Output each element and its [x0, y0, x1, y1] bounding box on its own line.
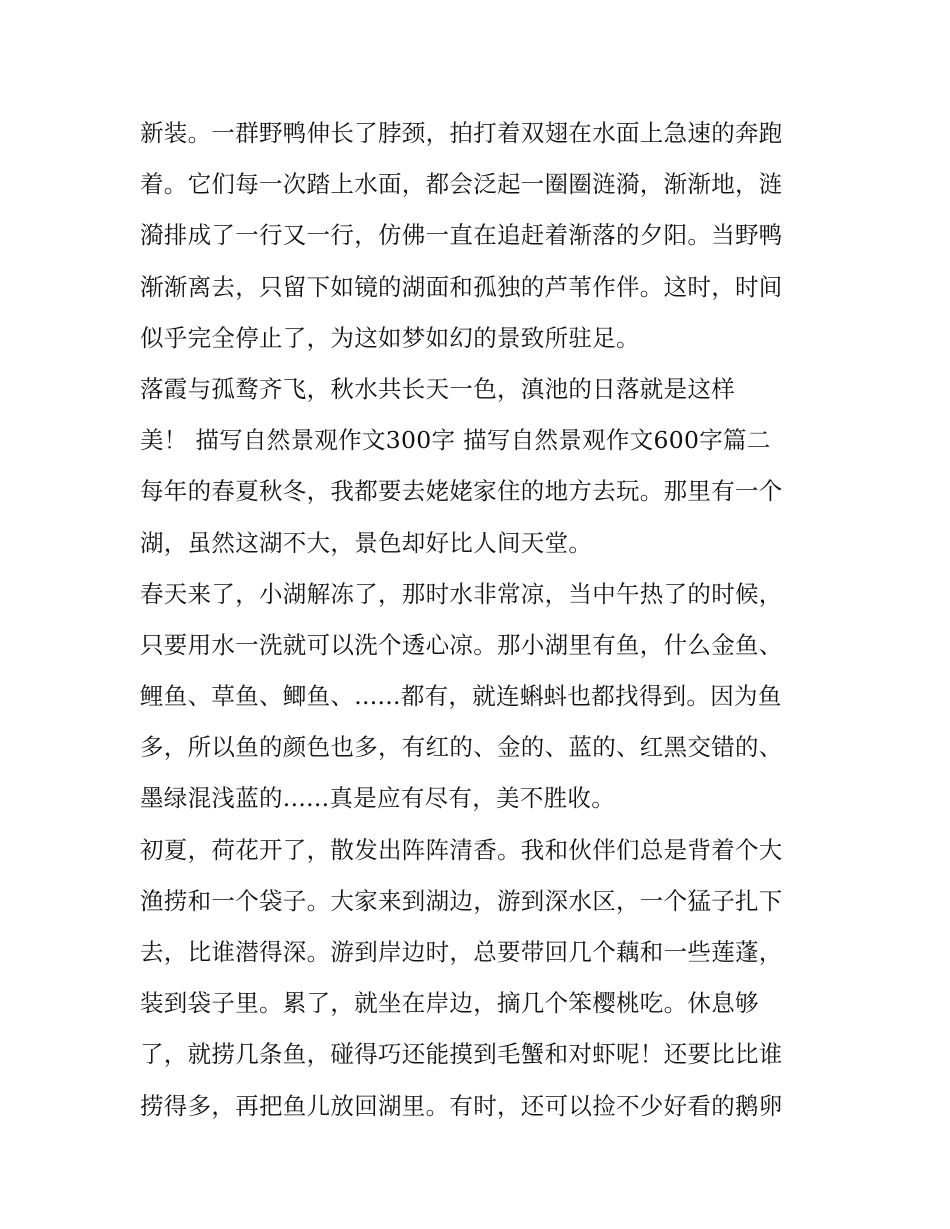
text-line: 去，比谁潜得深。游到岸边时，总要带回几个藕和一些莲蓬，: [140, 938, 783, 966]
text-line: 新装。一群野鸭伸长了脖颈，拍打着双翅在水面上急速的奔跑: [140, 119, 783, 147]
text-line: 渐渐离去，只留下如镜的湖面和孤独的芦苇作伴。这时，时间: [140, 272, 783, 301]
text-line: 鲤鱼、草鱼、鲫鱼、......都有，就连蝌蚪也都找得到。因为鱼: [140, 682, 782, 711]
text-line: 初夏，荷花开了，散发出阵阵清香。我和伙伴们总是背着个大: [140, 835, 783, 864]
text-line: 渔捞和一个袋子。大家来到湖边，游到深水区，一个猛子扎下: [140, 886, 783, 915]
text-line: 落霞与孤鹜齐飞，秋水共长天一色，滇池的日落就是这样: [140, 374, 735, 403]
text-line: 美！ 描写自然景观作文300字 描写自然景观作文600字篇二: [140, 426, 771, 455]
text-line: 每年的春夏秋冬，我都要去姥姥家住的地方去玩。那里有一个: [140, 477, 783, 506]
text-line: 多，所以鱼的颜色也多，有红的、金的、蓝的、红黑交错的、: [140, 733, 783, 762]
text-line: 湖，虽然这湖不大，景色却好比人间天堂。: [140, 528, 593, 557]
text-line: 春天来了，小湖解冻了，那时水非常凉，当中午热了的时候，: [140, 579, 783, 608]
text-line: 只要用水一洗就可以洗个透心凉。那小湖里有鱼，什么金鱼、: [140, 630, 783, 659]
text-line: 捞得多，再把鱼儿放回湖里。有时，还可以捡不少好看的鹅卵: [140, 1091, 783, 1120]
text-line: 着。它们每一次踏上水面，都会泛起一圈圈涟漪，渐渐地，涟: [140, 170, 783, 199]
text-line: 了，就捞几条鱼，碰得巧还能摸到毛蟹和对虾呢！还要比比谁: [140, 1040, 783, 1069]
text-line: 似乎完全停止了，为这如梦如幻的景致所驻足。: [140, 323, 640, 352]
text-line: 装到袋子里。累了，就坐在岸边，摘几个笨樱桃吃。休息够: [140, 989, 759, 1018]
body-text: [140, 108, 820, 1132]
text-line: 漪排成了一行又一行，仿佛一直在追赶着渐落的夕阳。当野鸭: [140, 221, 783, 250]
text-line: 墨绿混浅蓝的......真是应有尽有，美不胜收。: [140, 784, 616, 813]
